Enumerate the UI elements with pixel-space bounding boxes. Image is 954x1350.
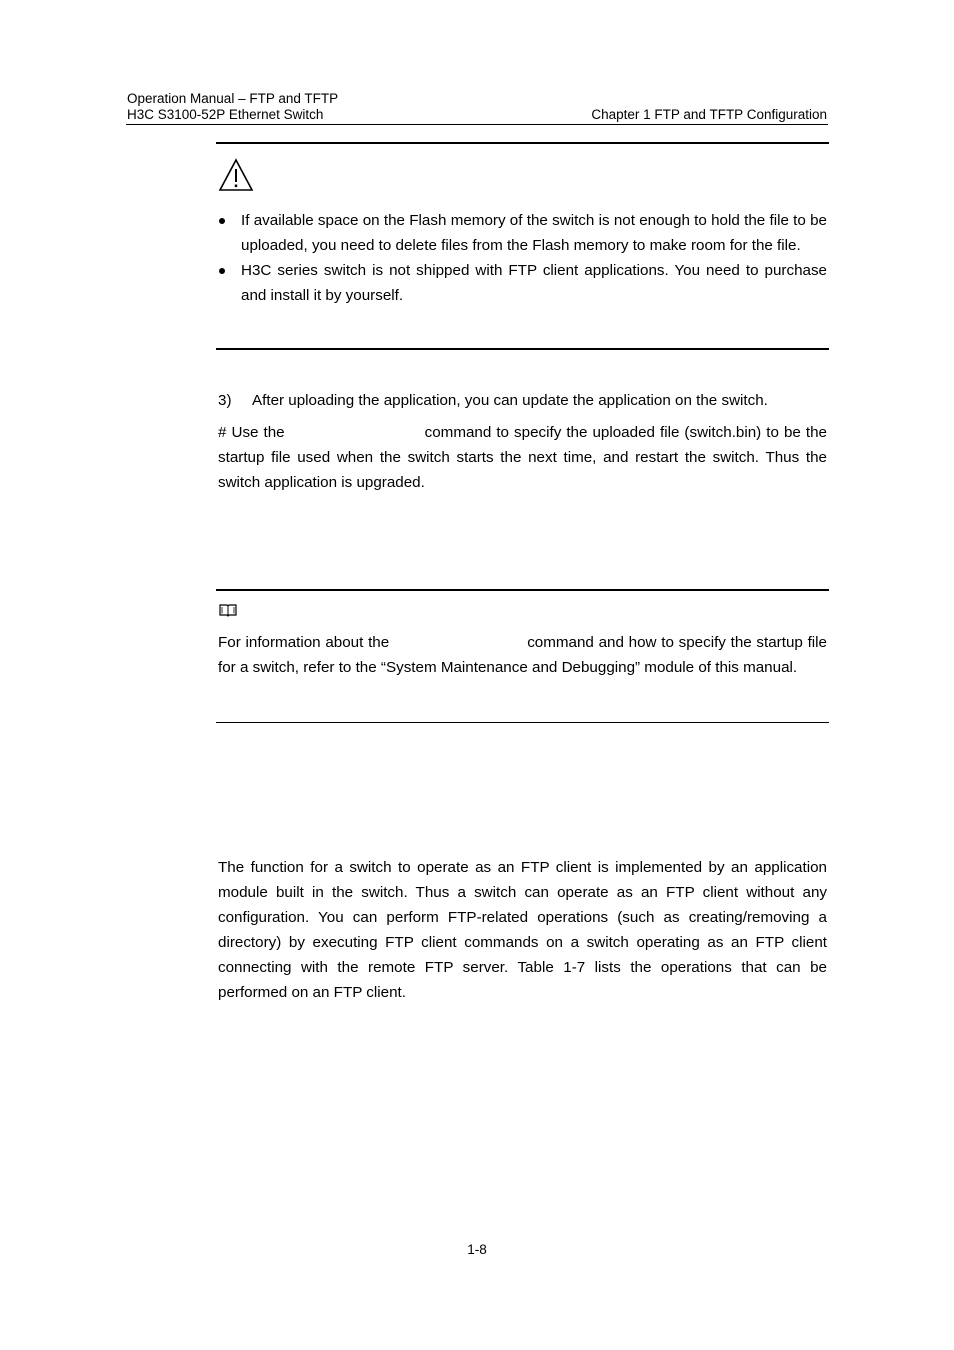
caution-list: [218, 208, 827, 308]
use-prefix: # Use the: [218, 424, 285, 441]
product-name: H3C S3100-52P Ethernet Switch: [127, 107, 324, 122]
caution-top-rule: [216, 142, 829, 144]
caution-item-text: If available space on the Flash memory of the switch is not enough to hold the file to be uploaded, you need to delete files from the Flash memory to make room for the file.: [241, 212, 827, 254]
warning-triangle-icon: [218, 158, 254, 192]
manual-title: Operation Manual – FTP and TFTP: [127, 91, 339, 106]
step-3: [218, 388, 827, 413]
bullet-dot: [219, 218, 225, 224]
note-rest: command and how to specify the startup file for a switch, refer to the “System Maintenance and Debugging” module of this manual.: [218, 634, 827, 676]
step-text: After uploading the application, you can update the application on the switch.: [252, 392, 768, 409]
bullet-dot: [219, 268, 225, 274]
use-paragraph: [218, 420, 827, 495]
chapter-title: Chapter 1 FTP and TFTP Configuration: [591, 107, 827, 122]
step-number: 3): [218, 392, 232, 409]
note-bottom-rule: [216, 722, 829, 723]
book-icon: [219, 603, 237, 617]
intro-paragraph: The function for a switch to operate as an FTP client is implemented by an application module built in the switch. Thus a switch can operate as an FTP client without any configuration. You can perform FTP-related operations (such as creating/removing a directory) by executing FTP client commands on a switch operating as an FTP client connecting with the remote FTP server. Table 1-7 lists the operations that can be performed on an FTP client.: [218, 859, 827, 1001]
use-rest: command to specify the uploaded file (switch.bin) to be the startup file used when the switch starts the next time, and restart the switch. Thus the switch application is upgraded.: [218, 424, 827, 491]
note-prefix: For information about the: [218, 634, 390, 651]
caution-item-text: H3C series switch is not shipped with FTP client applications. You need to purchase and install it by yourself.: [241, 262, 827, 304]
list-item: [218, 258, 827, 308]
note-top-rule: [216, 589, 829, 591]
note-paragraph: [218, 630, 827, 680]
header-rule: [126, 124, 828, 125]
page-number: 1-8: [467, 1242, 487, 1257]
caution-bottom-rule: [216, 348, 829, 350]
list-item: [218, 208, 827, 258]
